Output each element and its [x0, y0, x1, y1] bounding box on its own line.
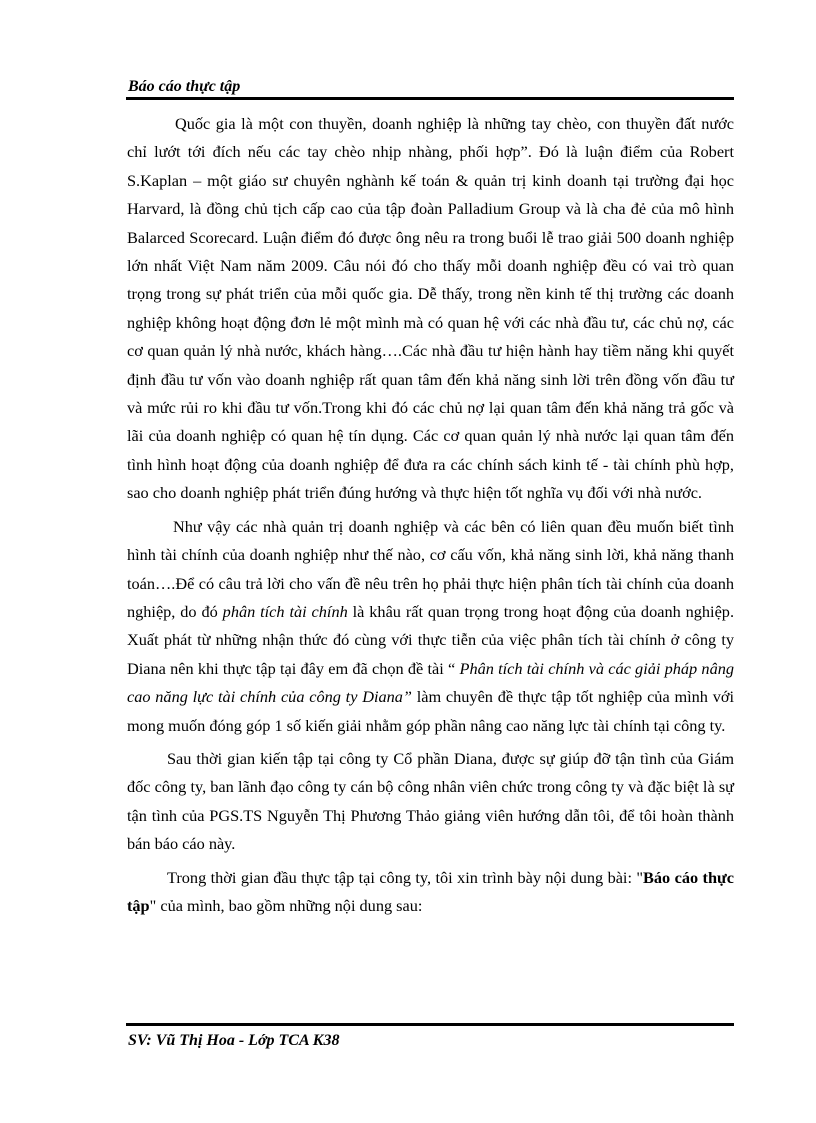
paragraph-2 [127, 513, 734, 740]
paragraph-4-bold-title: Báo cáo thực tập [127, 867, 734, 915]
paragraph-2-text-b: là khâu rất quan trọng trong hoạt động của doanh nghiệp. Xuất phát từ những nhận thức đó cùng với thực tiễn của việc phân tích tài chính ở công ty Diana nên khi thực tập tại đây em đã chọn đề tài “ [127, 601, 735, 678]
document-body [127, 110, 734, 925]
paragraph-3: Sau thời gian kiến tập tại công ty Cổ phần Diana, được sự giúp đỡ tận tình của Giám đốc công ty, ban lãnh đạo công ty cán bộ công nhân viên chức trong công ty và đặc biệt là sự tận tình của PGS.TS Nguyễn Thị Phương Thảo giảng viên hướng dẫn tôi, để tôi hoàn thành bán báo cáo này. [127, 748, 734, 854]
paragraph-2-topic-title: Phân tích tài chính và các giải pháp nâng cao năng lực tài chính của công ty Diana” [127, 658, 734, 707]
page-header-title: Báo cáo thực tập [128, 78, 241, 95]
paragraph-2-text-a: Như vậy các nhà quản trị doanh nghiệp và các bên có liên quan đều muốn biết tình hình tài chính của doanh nghiệp như thế nào, cơ cấu vốn, khả năng sinh lời, khả năng thanh toán….Để có câu trả lời cho vấn đề nêu trên họ phải thực hiện phân tích tài chính của doanh nghiệp, do đó [127, 516, 734, 621]
header-divider [126, 97, 734, 100]
paragraph-1: Quốc gia là một con thuyền, doanh nghiệp là những tay chèo, con thuyền đất nước chỉ lướt tới đích nếu các tay chèo nhịp nhàng, phối hợp”. Đó là luận điểm của Robert S.Kaplan – một giáo sư chuyên nghành kế toán & quản trị kinh doanh tại trường đại học Harvard, là đồng chủ tịch cấp cao của tập đoàn Palladium Group và là cha đẻ của mô hình Balarced Scorecard. Luận điểm đó được ông nêu ra trong buổi lễ trao giải 500 doanh nghiệp lớn nhất Việt Nam năm 2009. Câu nói đó cho thấy mỗi doanh nghiệp đều có vai trò quan trọng trong sự phát triển của mỗi quốc gia. Dễ thấy, trong nền kinh tế thị trường các doanh nghiệp không hoạt động đơn lẻ một mình mà có quan hệ với các nhà đầu tư, các chủ nợ, các cơ quan quản lý nhà nước, khách hàng….Các nhà đầu tư hiện hành hay tiềm năng khi quyết định đầu tư vốn vào doanh nghiệp rất quan tâm đến khả năng sinh lời trên đồng vốn đầu tư và mức rủi ro khi đầu tư vốn.Trong khi đó các chủ nợ lại quan tâm đến khả năng trả gốc và lãi của doanh nghiệp có quan hệ tín dụng. Các cơ quan quản lý nhà nước lại quan tâm đến tình hình hoạt động của doanh nghiệp để đưa ra các chính sách kinh tế - tài chính phù hợp, sao cho doanh nghiệp phát triển đúng hướng và thực hiện tốt nghĩa vụ đối với nhà nước. [127, 114, 734, 503]
paragraph-2-emphasis-term: phân tích tài chính [222, 601, 348, 621]
paragraph-4-text-a: Trong thời gian đầu thực tập tại công ty, tôi xin trình bày nội dung bài: " [167, 867, 644, 887]
paragraph-2-text-c: làm chuyên đề thực tập tốt nghiệp của mình với mong muốn đóng góp 1 số kiến giải nhằm góp phần nâng cao năng lực tài chính tại công ty. [127, 687, 734, 735]
page-footer-text: SV: Vũ Thị Hoa - Lớp TCA K38 [128, 1032, 340, 1049]
footer-divider [126, 1023, 734, 1026]
paragraph-4-text-b: " của mình, bao gồm những nội dung sau: [149, 895, 423, 915]
paragraph-4 [127, 864, 734, 921]
